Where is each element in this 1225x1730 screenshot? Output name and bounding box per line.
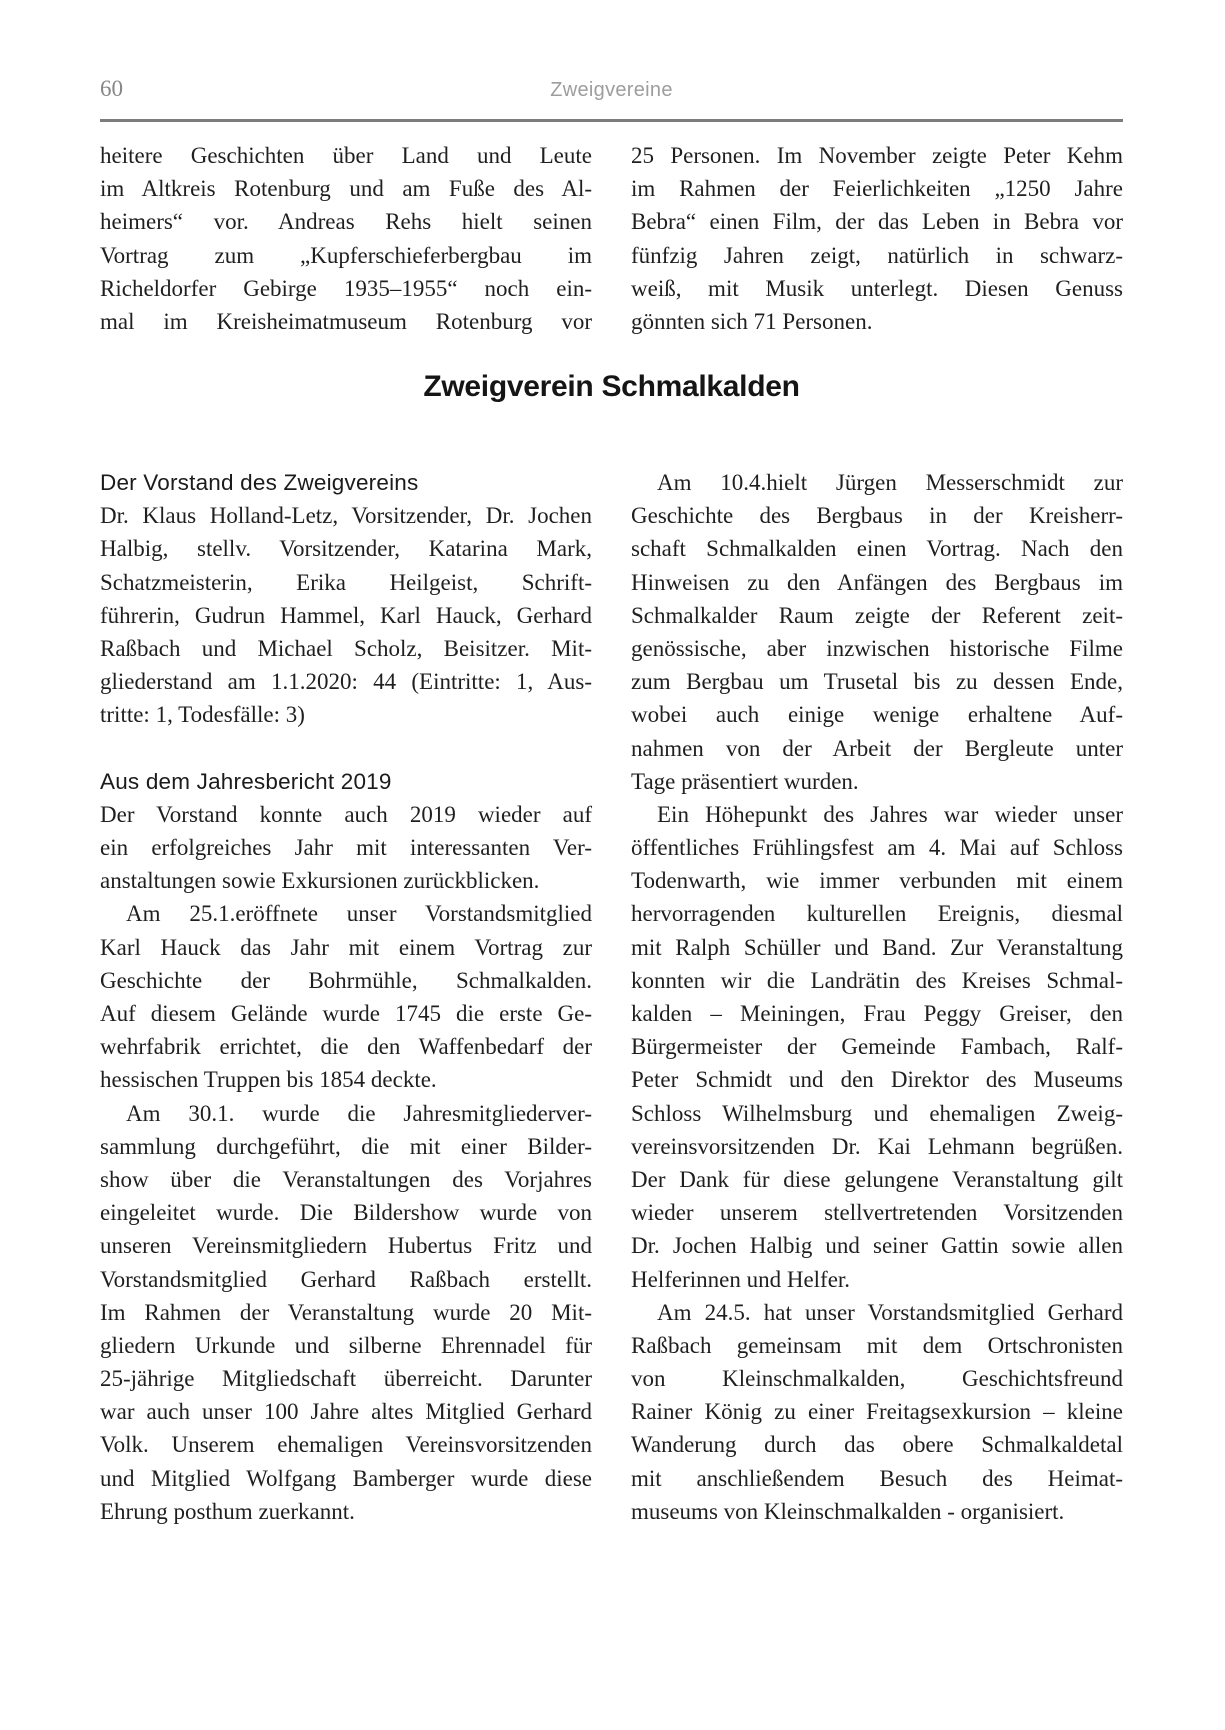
text-line: nahmen von der Arbeit der Bergleute unter <box>631 735 1123 761</box>
text-line: Wanderung durch das obere Schmalkaldetal <box>631 1432 1123 1458</box>
text-line: Geschichte der Bohrmühle, Schmalkalden. <box>100 967 592 993</box>
header-rule <box>100 119 1123 122</box>
text-line: unseren Vereinsmitgliedern Hubertus Fritz und <box>100 1233 592 1259</box>
text-line: genössische, aber inzwischen historische Filme <box>631 635 1123 661</box>
text-line: wehrfabrik errichtet, die den Waffenbedarf der <box>100 1034 592 1060</box>
text-line: Karl Hauck das Jahr mit einem Vortrag zur <box>100 934 592 960</box>
text-line: Volk. Unserem ehemaligen Vereinsvorsitzenden <box>100 1432 592 1458</box>
text-line: fünfzig Jahren zeigt, natürlich in schwarz- <box>631 242 1123 268</box>
running-head: Zweigvereine <box>550 79 673 101</box>
text-line: show über die Veranstaltungen des Vorjahres <box>100 1166 592 1192</box>
text-line: Am 24.5. hat unser Vorstandsmitglied Gerhard <box>657 1299 1123 1325</box>
text-line: Der Dank für diese gelungene Veranstaltung gilt <box>631 1166 1123 1192</box>
text-line: Auf diesem Gelände wurde 1745 die erste Ge- <box>100 1001 592 1026</box>
text-line: hervorragenden kulturellen Ereignis, diesmal <box>631 901 1123 927</box>
text-line: anstaltungen sowie Exkursionen zurückblicken. <box>100 868 540 894</box>
text-line: im Altkreis Rotenburg und am Fuße des Al- <box>100 176 592 202</box>
text-line: kalden – Meiningen, Frau Peggy Greiser, den <box>631 1001 1123 1026</box>
page-number: 60 <box>100 76 123 101</box>
text-line: Todenwarth, wie immer verbunden mit einem <box>631 868 1123 894</box>
text-line: von Kleinschmalkalden, Geschichtsfreund <box>631 1366 1123 1392</box>
text-line: Am 25.1.eröffnete unser Vorstandsmitglied <box>126 901 592 927</box>
text-line: Am 10.4.hielt Jürgen Messerschmidt zur <box>657 470 1123 495</box>
text-line: wieder unserem stellvertretenden Vorsitzenden <box>631 1200 1123 1226</box>
text-line: und Mitglied Wolfgang Bamberger wurde diese <box>100 1465 592 1491</box>
text-line: Peter Schmidt und den Direktor des Museums <box>631 1067 1123 1093</box>
subheading: Der Vorstand des Zweigvereins <box>100 470 419 495</box>
text-line: hessischen Truppen bis 1854 deckte. <box>100 1067 437 1093</box>
text-line: weiß, mit Musik unterlegt. Diesen Genuss <box>631 275 1123 301</box>
text-line: Schmalkalder Raum zeigte der Referent zeit- <box>631 602 1123 628</box>
text-line: Bebra“ einen Film, der das Leben in Bebra vor <box>631 209 1123 235</box>
text-line: Vorstandsmitglied Gerhard Raßbach erstellt. <box>100 1266 592 1292</box>
text-line: gönnten sich 71 Personen. <box>631 308 873 334</box>
text-line: 25 Personen. Im November zeigte Peter Kehm <box>631 143 1123 168</box>
text-line: mit Ralph Schüller und Band. Zur Veranstaltung <box>631 934 1123 960</box>
text-line: zum Bergbau um Trusetal bis zu dessen Ende, <box>631 669 1123 695</box>
text-line: Tage präsentiert wurden. <box>631 768 859 794</box>
text-line: führerin, Gudrun Hammel, Karl Hauck, Gerhard <box>100 602 592 628</box>
text-line: im Rahmen der Feierlichkeiten „1250 Jahre <box>631 176 1123 202</box>
text-line: Dr. Klaus Holland-Letz, Vorsitzender, Dr. Jochen <box>100 503 592 529</box>
intro-section <box>100 139 1123 338</box>
intro-right-column <box>631 139 1123 338</box>
text-line: mit anschließendem Besuch des Heimat- <box>631 1465 1123 1491</box>
text-line: Ehrung posthum zuerkannt. <box>100 1498 355 1524</box>
text-line: Richeldorfer Gebirge 1935–1955“ noch ein- <box>100 275 592 301</box>
text-line: 25-jährige Mitgliedschaft überreicht. Darunter <box>100 1366 592 1392</box>
text-line: Raßbach gemeinsam mit dem Ortschronisten <box>631 1332 1123 1358</box>
text-line: wobei auch einige wenige erhaltene Auf- <box>631 702 1123 728</box>
main-section <box>100 466 1123 1528</box>
text-line: Geschichte des Bergbaus in der Kreisherr- <box>631 503 1123 529</box>
text-line: Schatzmeisterin, Erika Heilgeist, Schrift- <box>100 569 592 595</box>
text-line: Hinweisen zu den Anfängen des Bergbaus im <box>631 569 1123 595</box>
text-line: museums von Kleinschmalkalden - organisiert. <box>631 1498 1065 1524</box>
text-line: Dr. Jochen Halbig und seiner Gattin sowie allen <box>631 1233 1123 1259</box>
text-line: mal im Kreisheimatmuseum Rotenburg vor <box>100 308 592 334</box>
text-line: Vortrag zum „Kupferschieferbergbau im <box>100 242 592 268</box>
text-line: tritte: 1, Todesfälle: 3) <box>100 702 305 728</box>
intro-left-column <box>100 139 592 338</box>
text-line: Halbig, stellv. Vorsitzender, Katarina Mark, <box>100 536 592 562</box>
text-line: Ein Höhepunkt des Jahres war wieder unser <box>657 801 1123 827</box>
text-line: heimers“ vor. Andreas Rehs hielt seinen <box>100 209 592 235</box>
page-header <box>100 74 1123 106</box>
line-gap <box>100 732 592 765</box>
subheading: Aus dem Jahresbericht 2019 <box>100 768 392 794</box>
main-right-column <box>631 466 1123 1528</box>
text-line: vereinsvorsitzenden Dr. Kai Lehmann begrüßen. <box>631 1133 1123 1159</box>
text-line: Rainer König zu einer Freitagsexkursion – kleine <box>631 1399 1123 1425</box>
text-line: gliedern Urkunde und silberne Ehrennadel für <box>100 1332 592 1358</box>
text-line: schaft Schmalkalden einen Vortrag. Nach den <box>631 536 1123 562</box>
text-line: Im Rahmen der Veranstaltung wurde 20 Mit- <box>100 1299 592 1325</box>
text-line: sammlung durchgeführt, die mit einer Bilder- <box>100 1133 592 1159</box>
text-line: heitere Geschichten über Land und Leute <box>100 143 592 168</box>
text-line: öffentliches Frühlingsfest am 4. Mai auf Schloss <box>631 835 1123 861</box>
text-line: war auch unser 100 Jahre altes Mitglied Gerhard <box>100 1399 592 1425</box>
text-line: Raßbach und Michael Scholz, Beisitzer. Mit- <box>100 635 592 661</box>
text-line: Schloss Wilhelmsburg und ehemaligen Zweig- <box>631 1100 1123 1126</box>
text-line: eingeleitet wurde. Die Bildershow wurde von <box>100 1200 592 1226</box>
text-line: Der Vorstand konnte auch 2019 wieder auf <box>100 801 592 827</box>
text-line: ein erfolgreiches Jahr mit interessanten Ver- <box>100 835 592 861</box>
section-title: Zweigverein Schmalkalden <box>423 370 800 403</box>
text-line: Am 30.1. wurde die Jahresmitgliederver- <box>126 1100 592 1126</box>
main-left-column <box>100 466 592 1528</box>
text-line: konnten wir die Landrätin des Kreises Schmal- <box>631 967 1123 993</box>
text-line: gliederstand am 1.1.2020: 44 (Eintritte: 1, Aus- <box>100 669 592 695</box>
text-line: Helferinnen und Helfer. <box>631 1266 851 1292</box>
text-line: Bürgermeister der Gemeinde Fambach, Ralf- <box>631 1034 1123 1060</box>
